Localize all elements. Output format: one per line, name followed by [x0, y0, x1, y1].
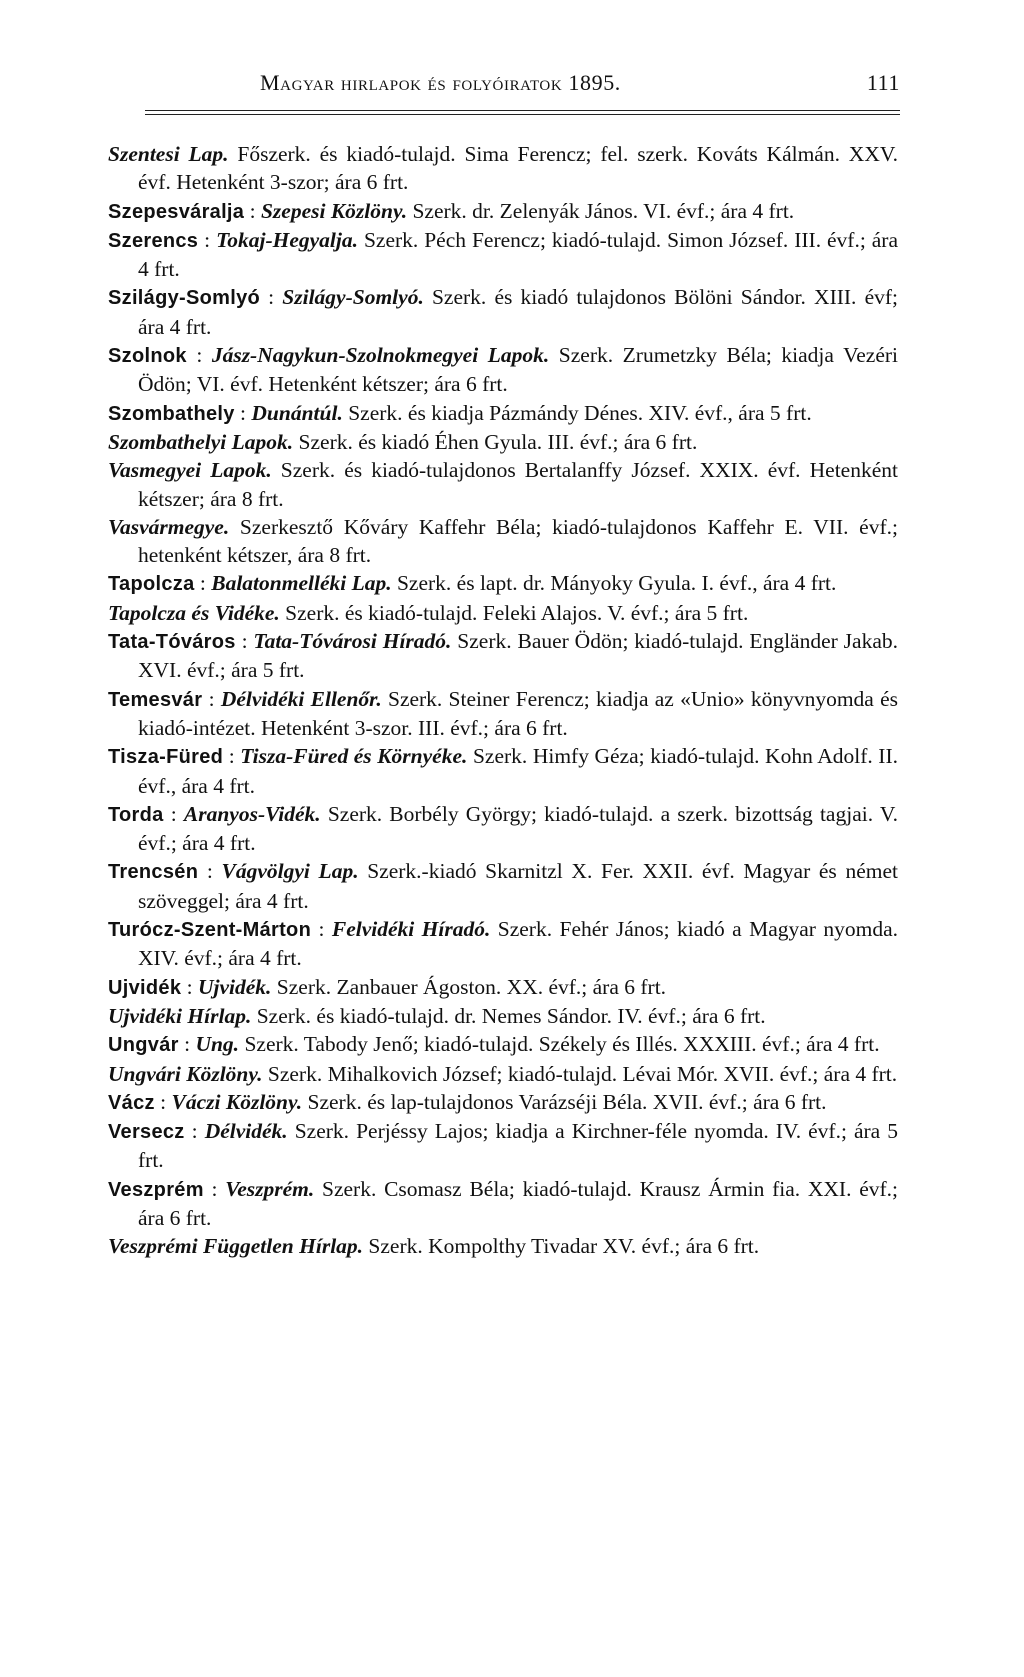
entry-details: Szerk. és kiadó-tulajdonos Bertalanffy József. XXIX. évf. Hetenként kétszer; ára 8 frt. [138, 458, 898, 511]
town-separator: : [202, 686, 221, 711]
paper-title: Tokaj-Hegyalja. [216, 227, 359, 252]
entry-details: Szerk. Csomasz Béla; kiadó-tulajd. Krausz Ármin fia. XXI. évf.; ára 6 frt. [138, 1176, 898, 1230]
paper-title: Dunántúl. [251, 400, 343, 425]
paper-title: Vasmegyei Lapok. [108, 458, 272, 483]
town-separator: : [198, 859, 222, 884]
entry-details: Szerk. Borbély György; kiadó-tulajd. a szerk. bizottság tagjai. V. évf.; ára 4 frt. [138, 801, 898, 856]
town-name: Temesvár [108, 688, 203, 711]
entry-details: Szerk. és kiadó-tulajd. Feleki Alajos. V. évf.; ára 5 frt. [279, 600, 749, 625]
paper-title: Váczi Közlöny. [171, 1089, 303, 1114]
paper-title: Ujvidék. [197, 974, 272, 999]
entry-details: Szerk. Péch Ferencz; kiadó-tulajd. Simon József. III. évf.; ára 4 frt. [138, 227, 898, 282]
list-item [108, 399, 898, 428]
paper-title: Szilágy-Somlyó. [282, 285, 424, 310]
entry-details: Szerk. és lap-tulajdonos Varázséji Béla. XVII. évf.; ára 6 frt. [302, 1089, 827, 1114]
town-separator: : [244, 198, 261, 223]
list-item [108, 742, 898, 800]
town-name: Szepesváralja [108, 200, 245, 223]
entry-details: Szerk. Zanbauer Ágoston. XX. évf.; ára 6 frt. [271, 974, 667, 999]
paper-title: Tata-Tóvárosi Híradó. [253, 629, 452, 654]
town-name: Szerencs [108, 229, 199, 252]
entry-details: Szerk. Himfy Géza; kiadó-tulajd. Kohn Adolf. II. évf., ára 4 frt. [138, 744, 898, 798]
running-header [100, 62, 900, 102]
town-separator: : [154, 1089, 172, 1114]
town-name: Veszprém [108, 1178, 204, 1201]
entry-details: Szerk. Tabody Jenő; kiadó-tulajd. Székely és Illés. XXXIII. évf.; ára 4 frt. [239, 1032, 880, 1057]
paper-title: Tisza-Füred és Környéke. [240, 744, 468, 769]
town-name: Ujvidék [108, 976, 182, 999]
town-name: Szilágy-Somlyó [108, 287, 261, 310]
entry-details: Szerk. Zrumetzky Béla; kiadja Vezéri Ödön; VI. évf. Hetenként kétszer; ára 6 frt. [138, 343, 898, 397]
list-item [108, 140, 898, 197]
list-item [108, 1002, 898, 1030]
entry-details: Szerkesztő Kőváry Kaffehr Béla; kiadó-tulajdonos Kaffehr E. VII. évf.; hetenként kétszer, ára 8 frt. [138, 514, 898, 568]
paper-title: Felvidéki Híradó. [331, 917, 491, 942]
entry-details: Szerk.-kiadó Skarnitzl X. Fer. XXII. évf. Magyar és német szöveggel; ára 4 frt. [138, 859, 898, 913]
entry-details: Szerk. Kompolthy Tivadar XV. évf.; ára 6 frt. [363, 1234, 760, 1259]
town-separator: : [235, 629, 254, 654]
entry-details: Szerk. és lapt. dr. Mányoky Gyula. I. évf., ára 4 frt. [391, 571, 837, 596]
town-separator: : [234, 400, 252, 425]
list-item [108, 341, 898, 399]
paper-title: Veszprémi Független Hírlap. [108, 1234, 364, 1259]
paper-title: Vágvölgyi Lap. [221, 859, 359, 884]
entry-details: Szerk. Steiner Ferencz; kiadja az «Unio» könyvnyomda és kiadó-intézet. Hetenként 3-szor. III. évf.; ára 6 frt. [138, 686, 899, 740]
town-name: Tisza-Füred [108, 746, 224, 769]
entry-details: Szerk. és kiadó tulajdonos Bölöni Sándor. XIII. évf; ára 4 frt. [138, 285, 898, 339]
entry-details: Szerk. és kiadó-tulajd. dr. Nemes Sándor. IV. évf.; ára 6 frt. [251, 1003, 766, 1028]
paper-title: Veszprém. [225, 1176, 315, 1201]
town-separator: : [311, 917, 332, 942]
town-separator: : [186, 343, 212, 368]
paper-title: Vasvármegye. [108, 514, 230, 539]
header-rule [145, 110, 900, 111]
town-name: Tapolcza [108, 573, 195, 596]
list-item [108, 973, 898, 1002]
page-number: 111 [866, 70, 900, 95]
entry-details: Szerk. Fehér János; kiadó a Magyar nyomda. XIV. évf.; ára 4 frt. [138, 917, 899, 971]
town-separator: : [260, 285, 283, 310]
town-separator: : [163, 801, 184, 826]
entry-details: Szerk. Perjéssy Lajos; kiadja a Kirchner-féle nyomda. IV. évf.; ára 5 frt. [138, 1119, 898, 1173]
header-rule-secondary [145, 114, 900, 115]
town-name: Szolnok [108, 345, 187, 368]
list-item [108, 915, 898, 973]
town-separator: : [203, 1176, 226, 1201]
running-title: Magyar hirlapok és folyóiratok 1895. [260, 70, 621, 95]
town-separator: : [198, 227, 217, 252]
list-item [108, 1030, 898, 1059]
list-item [108, 1088, 898, 1117]
entry-details: Szerk. és kiadó Éhen Gyula. III. évf.; ára 6 frt. [293, 429, 698, 454]
town-name: Trencsén [108, 861, 199, 884]
paper-title: Szentesi Lap. [108, 142, 229, 166]
list-item [108, 800, 898, 858]
town-separator: : [178, 1032, 196, 1057]
town-name: Tata-Tóváros [108, 631, 236, 654]
town-name: Vácz [108, 1091, 155, 1114]
entry-details: Szerk. Bauer Ödön; kiadó-tulajd. Engländer Jakab. XVI. évf.; ára 5 frt. [138, 629, 898, 683]
newspaper-list [108, 140, 898, 1261]
town-name: Versecz [108, 1121, 185, 1144]
list-item [108, 1232, 898, 1260]
entry-details: Szerk. dr. Zelenyák János. VI. évf.; ára 4 frt. [407, 198, 795, 223]
list-item [108, 599, 898, 627]
entry-details: Szerk. Mihalkovich József; kiadó-tulajd. Lévai Mór. XVII. évf.; ára 4 frt. [262, 1061, 898, 1086]
town-name: Torda [108, 803, 164, 826]
paper-title: Délvidéki Ellenőr. [220, 686, 382, 711]
town-separator: : [223, 744, 241, 769]
list-item [108, 685, 898, 743]
paper-title: Ungvári Közlöny. [108, 1061, 263, 1086]
town-name: Szombathely [108, 402, 235, 425]
paper-title: Ujvidéki Hírlap. [108, 1003, 252, 1028]
list-item [108, 226, 898, 284]
town-separator: : [184, 1119, 205, 1144]
entry-details: Szerk. és kiadja Pázmándy Dénes. XIV. évf., ára 5 frt. [342, 400, 812, 425]
paper-title: Jász-Nagykun-Szolnokmegyei Lapok. [211, 343, 550, 368]
list-item [108, 627, 898, 685]
list-item [108, 197, 898, 226]
list-item [108, 456, 898, 513]
paper-title: Aranyos-Vidék. [183, 801, 321, 826]
paper-title: Délvidék. [204, 1119, 288, 1144]
paper-title: Szombathelyi Lapok. [108, 429, 294, 454]
town-name: Turócz-Szent-Márton [108, 919, 312, 942]
paper-title: Tapolcza és Vidéke. [108, 600, 280, 625]
list-item [108, 1060, 898, 1088]
list-item [108, 283, 898, 341]
town-name: Ungvár [108, 1034, 179, 1057]
entry-details: Főszerk. és kiadó-tulajd. Sima Ferencz; fel. szerk. Kováts Kálmán. XXV. évf. Hetenként 3-szor; ára 6 frt. [138, 142, 898, 195]
list-item [108, 1175, 898, 1233]
list-item [108, 428, 898, 456]
town-separator: : [181, 974, 198, 999]
town-separator: : [194, 571, 212, 596]
paper-title: Ung. [195, 1032, 240, 1057]
list-item [108, 857, 898, 915]
list-item [108, 569, 898, 598]
paper-title: Balatonmelléki Lap. [211, 571, 392, 596]
list-item [108, 1117, 898, 1175]
list-item [108, 513, 898, 570]
paper-title: Szepesi Közlöny. [260, 198, 408, 223]
